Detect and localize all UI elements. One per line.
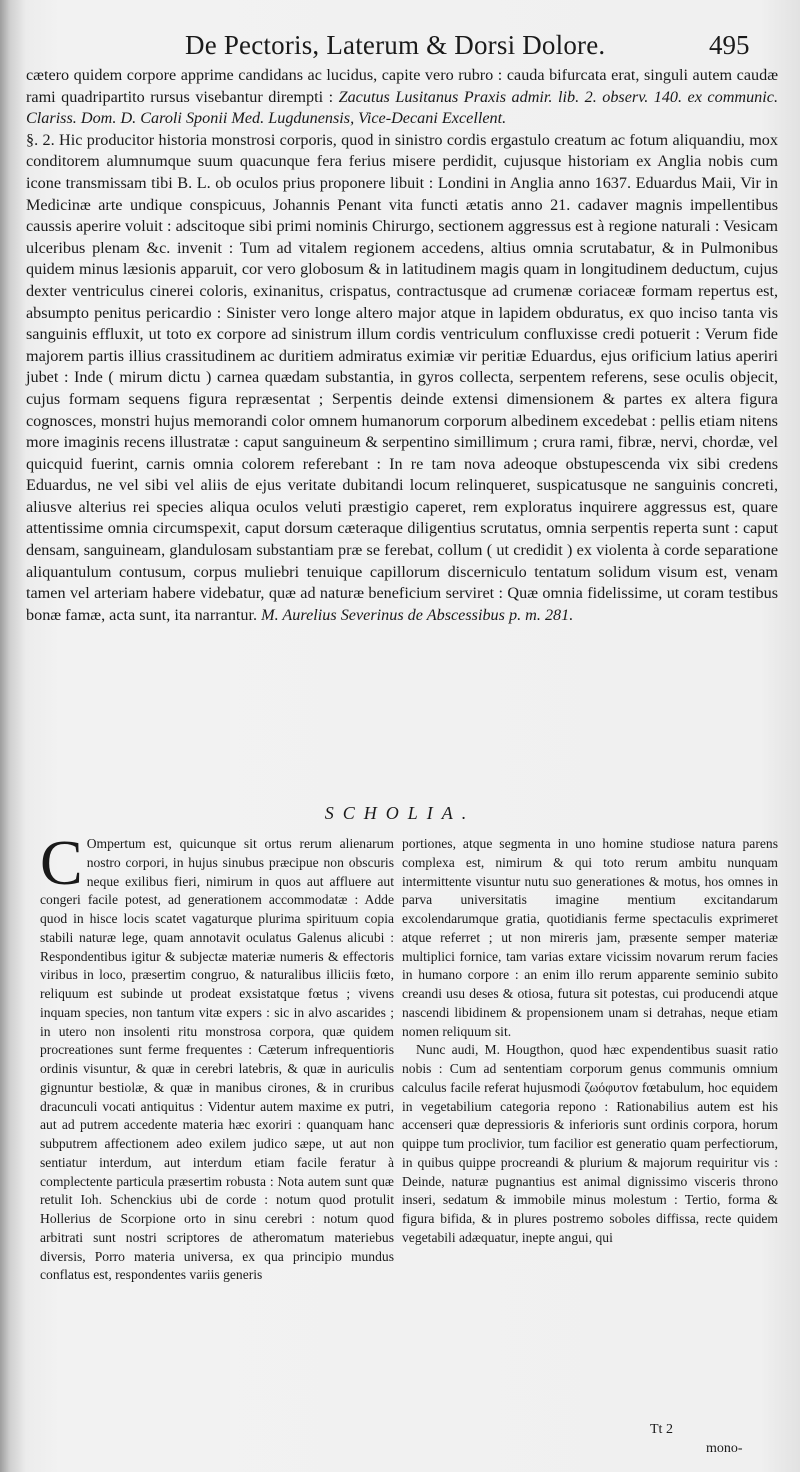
paragraph-2-reference: M. Aurelius Severinus de Abscessibus p. m. 281. bbox=[261, 605, 574, 624]
scholia-right-column bbox=[402, 835, 778, 1248]
paragraph-2 bbox=[26, 130, 778, 627]
scholia-right-paragraph-1: portiones, atque segmenta in uno homine studiose natura parens complexa est, nimirum & qui toto rerum ambitu nunquam intermittente visuntur nutu suo generationes & motus, hos omnes in parva universitatis imagine mentium excitandarum excolendarumque gratia, quotidianis ferme spectaculis exprimeret atque referret ; ut non mireris jam, præsente semper materiæ multiplici fornice, tam varias extare vicissim novarum rerum facies in humano corpore : an enim illo rerum apparente seminio subito creandi usu deses & otiosa, futura sit potestas, cui producendi atque nascendi libidinem & propensionem unam si detrahas, neque etiam nomen reliquum sit. bbox=[402, 836, 778, 1039]
scholia-left-column bbox=[40, 827, 394, 1285]
paragraph-1 bbox=[26, 65, 778, 130]
main-text bbox=[26, 65, 778, 626]
page-number: 495 bbox=[709, 30, 750, 60]
paragraph-2-text: §. 2. Hic producitor historia monstrosi corporis, quod in sinistro cordis ergastulo creatum ac fotum aliquandiu, mox conditorem alumnumque suum quacunque fera ferius misere perdidit, cujusque historiam ex Anglia nobis cum icone transmissam tibi B. L. ob oculos prius proponere libuit : Londini in Anglia anno 1637. Eduardus Maii, Vir in Medicinæ arte undique conspicuus, Johannis Penant vita functi ætatis anno 21. cadaver magnis impellentibus caussis aperire voluit : adscitoque sibi primi nominis Chirurgo, sectionem aggressus est à regione naturali : Vesicam ulceribus plenam &c. invenit : Tum ad vitalem regionem accedens, altius omnia scrutabatur, & in Pulmonibus quidem minus læsionis apparuit, cor vero globosum & in latitudinem magis quam in longitudinem deductum, cujus dexter ventriculus cinerei coloris, exinanitus, crispatus, contractusque ad crumenæ coriaceæ formam repertus est, absumpto penitus pericardio : Sinister vero longe altero major atque in lapidem obduratus, ex quo inciso tanta vis sanguinis effluxit, ut toto ex corpore ad sinistrum illum cordis ventriculum confluxisse credi potuerit : Verum fide majorem partis illius crassitudinem ac duritiem admiratus eximiæ vir peritiæ Eduardus, ejus orificium latius aperiri jubet : Inde ( mirum dictu ) carnea quædam substantia, in gyros collecta, serpentem referens, sese oculis objecit, cujus formam sequens figura repræsentat ; Serpentis deinde extensi dimensionem & partes ex altera figura cognosces, monstri hujus memorandi color omnem humanorum corporum albedinem excedebat : pellis etiam nitens more imaginis recens illustratæ : caput sanguineum & serpentino simillimum ; crura rami, fibræ, nervi, chordæ, vel quicquid fuerint, carnis omnia colorem referebant : In re tam nova adeoque obstupescenda vix sibi credens Eduardus, ne vel sibi vel aliis de ejus veritate dubitandi locum relinqueret, suspicatusque ne sanguinis concreti, aliusve alterius rei species aliqua oculos veluti præstigio caperet, rem exploratus inquirere aggressus est, quare attentissime omnia circumspexit, caput dorsum cæteraque diligentius scrutatus, omnia serpentis reperta sunt : caput densam, sanguineam, glandulosam substantiam præ se ferebat, collum ( ut credidit ) ex violenta à corde separatione aliquantulum contusum, corpus muliebri tenuique capillorum discerniculo tentatum solidum visum est, venam tamen vel arteriam habere videbatur, quæ ad naturæ beneficium serviret : Quæ omnia fidelissime, ut coram testibus bonæ famæ, acta sunt, ita narrantur. bbox=[26, 130, 778, 624]
scholia-left-text: Ompertum est, quicunque sit ortus rerum alienarum nostro corpori, in hujus sinubus præcipue non obscuris neque exilibus fieri, nimirum in quos aut affluere aut congeri facile potest, ad generationem accommodatæ : Adde quod in hisce locis scatet vagaturque plurima spirituum copia stabili naturæ lege, quam annotavit oculatus Galenus alicubi : Respondentibus igitur & subjectæ materiæ numeris & effectoris viribus in loco, præsertim congruo, & naturalibus illiciis fœto, reliquum est subinde ut prodeat exsistatque fœtus ; vivens inquam species, non tantum vitæ expers : sic in alvo ascarides ; in utero non insolenti ritu monstrosa corpora, quæ quidem procreationes sunt ferme frequentes : Cæterum infrequentioris ordinis visuntur, & quæ in cerebri latebris, & quæ in auriculis gignuntur bestiolæ, & quæ in manibus cirones, & in cruribus dracunculi vocati antiquitus : Videntur autem maxime ex putri, aut ad putrem accedente materia hæc exoriri : quanquam hanc subputrem affectionem adeo exilem judico sæpe, ut aut non sentiatur interdum, aut interdum etiam facile feratur à complectente particula præsertim robusta : Nota autem sunt quæ retulit Ioh. Schenckius ubi de corde : notum quod protulit Hollerius de Scorpione orto in sinu cerebri : notum quod arbitrati sunt nostri scriptores de atheromatum materiebus diversis, Porro materia universa, ex qua principio mundus conflatus est, respondentes variis generis bbox=[40, 836, 394, 1283]
scholia-left-paragraph bbox=[40, 827, 394, 1285]
paragraph-1-reference: Zacutus Lusitanus Praxis admir. lib. 2. observ. 140. ex communic. Clariss. Dom. D. Caroli Sponii Med. Lugdunensis, Vice-Decani Excellent. bbox=[26, 87, 778, 128]
paragraph-1-text: cætero quidem corpore apprime candidans ac lucidus, capite vero rubro : cauda bifurcata erat, singuli autem caudæ rami quadripartito rursus visebantur dirempti : bbox=[26, 66, 778, 106]
scholia-heading: SCHOLIA. bbox=[324, 803, 476, 823]
page-header bbox=[0, 30, 800, 70]
drop-capital: C bbox=[40, 827, 83, 898]
running-title: De Pectoris, Laterum & Dorsi Dolore. bbox=[185, 30, 606, 60]
signature-mark: Tt 2 bbox=[650, 1422, 673, 1437]
catchword: mono- bbox=[706, 1441, 743, 1456]
scholia-right-paragraph-2: Nunc audi, M. Hougthon, quod hæc expendentibus suasit ratio nobis : Cum ad sententiam corporum genus communis omnium calculus facile referat hujusmodi ζωόφυτον fœtabulum, hoc equidem in vegetabilium categoria repono : Rationabilius autem est his accenseri quæ depressioris & inferioris sunt ordinis corpora, horum quippe tum proclivior, tum facilior est generatio quam perfectiorum, in quibus quippe procreandi & plurium & majorum requiritur vis : Deinde, naturæ pugnantius est animal dignissimo visceris throno inseri, sedatum & immobile minus molestum : Tertio, forma & figura bifida, & in plures postremo soboles diffissa, recte quidem vegetabili adæquatur, inepte angui, qui bbox=[402, 1042, 778, 1245]
